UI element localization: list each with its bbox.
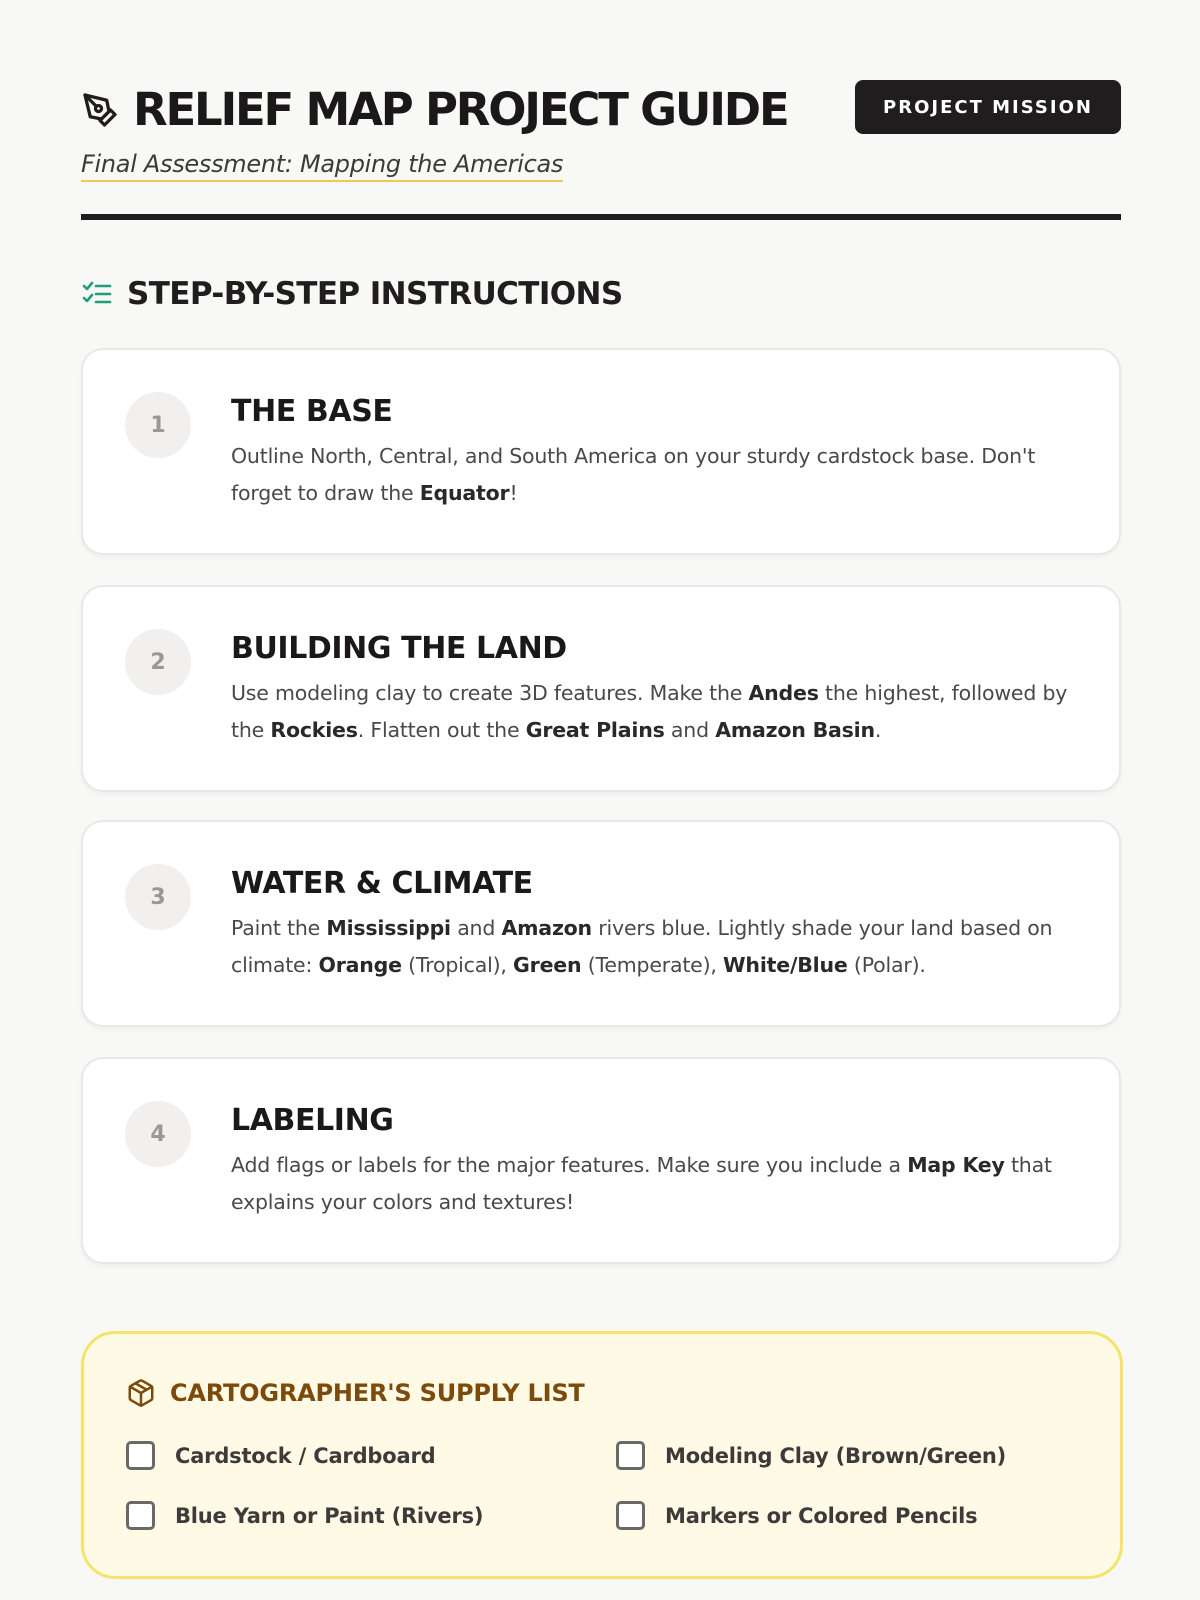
supply-item-label: Cardstock / Cardboard [175, 1443, 436, 1468]
text-segment: (Temperate), [581, 953, 724, 977]
supply-item-blue-yarn[interactable] [126, 1501, 483, 1530]
highlight-term: Great Plains [525, 718, 665, 742]
step-number: 1 [125, 392, 191, 458]
checkbox[interactable] [126, 1441, 155, 1470]
step-card [81, 820, 1121, 1027]
supply-item-label: Blue Yarn or Paint (Rivers) [175, 1503, 484, 1528]
supply-item-cardstock[interactable] [126, 1441, 435, 1470]
supply-item-label: Markers or Colored Pencils [665, 1503, 978, 1528]
box-icon [126, 1378, 156, 1408]
step-title: WATER & CLIMATE [231, 866, 533, 901]
text-segment: and [450, 916, 502, 940]
page-title: RELIEF MAP PROJECT GUIDE [133, 83, 788, 136]
checkbox[interactable] [616, 1441, 645, 1470]
text-segment: and [664, 718, 716, 742]
supply-list-panel [81, 1331, 1123, 1579]
supply-item-modeling-clay[interactable] [616, 1441, 1006, 1470]
checklist-icon [81, 278, 113, 310]
step-card [81, 348, 1121, 555]
highlight-term: Andes [748, 681, 819, 705]
text-segment: (Tropical), [401, 953, 514, 977]
header-divider [81, 214, 1121, 220]
step-number: 3 [125, 864, 191, 930]
text-segment: the highest, followed by the [231, 681, 1068, 742]
step-description [231, 1147, 1081, 1221]
step-card [81, 1057, 1121, 1264]
step-description [231, 438, 1081, 512]
text-segment: (Polar). [847, 953, 926, 977]
text-segment: Paint the [231, 916, 327, 940]
highlight-term: Green [513, 953, 582, 977]
step-title: LABELING [231, 1103, 394, 1138]
page [81, 0, 1121, 1528]
highlight-term: Amazon [501, 916, 592, 940]
highlight-term: Orange [318, 953, 402, 977]
text-segment: ! [509, 481, 518, 505]
step-title: BUILDING THE LAND [231, 631, 567, 666]
highlight-term: Rockies [270, 718, 358, 742]
step-description [231, 675, 1081, 749]
highlight-term: Amazon Basin [715, 718, 875, 742]
text-segment: Add flags or labels for the major features. Make sure you include a [231, 1153, 908, 1177]
step-number: 2 [125, 629, 191, 695]
project-mission-badge: PROJECT MISSION [855, 80, 1121, 134]
section-title: STEP-BY-STEP INSTRUCTIONS [127, 276, 623, 312]
supply-item-label: Modeling Clay (Brown/Green) [665, 1443, 1007, 1468]
step-number: 4 [125, 1101, 191, 1167]
text-segment: Outline North, Central, and South America on your sturdy cardstock base. Don't forget to draw the [231, 444, 1036, 505]
checkbox[interactable] [616, 1501, 645, 1530]
supply-list-title: CARTOGRAPHER'S SUPPLY LIST [170, 1379, 585, 1407]
text-segment: . [874, 718, 882, 742]
text-segment: . Flatten out the [357, 718, 526, 742]
text-segment: rivers blue. Lightly shade your land based on climate: [231, 916, 1053, 977]
highlight-term: White/Blue [723, 953, 848, 977]
highlight-term: Equator [419, 481, 510, 505]
step-description [231, 910, 1081, 984]
instructions-heading [81, 276, 623, 312]
text-segment: Use modeling clay to create 3D features. Make the [231, 681, 749, 705]
header [81, 0, 1121, 222]
checkbox[interactable] [126, 1501, 155, 1530]
pen-nib-icon [81, 91, 119, 129]
text-segment: that explains your colors and textures! [231, 1153, 1052, 1214]
highlight-term: Mississippi [326, 916, 451, 940]
highlight-term: Map Key [907, 1153, 1005, 1177]
page-subtitle: Final Assessment: Mapping the Americas [81, 150, 563, 182]
step-card [81, 585, 1121, 792]
supply-item-markers[interactable] [616, 1501, 977, 1530]
step-title: THE BASE [231, 394, 393, 429]
supply-list-heading [126, 1378, 585, 1408]
title-row [81, 82, 787, 138]
